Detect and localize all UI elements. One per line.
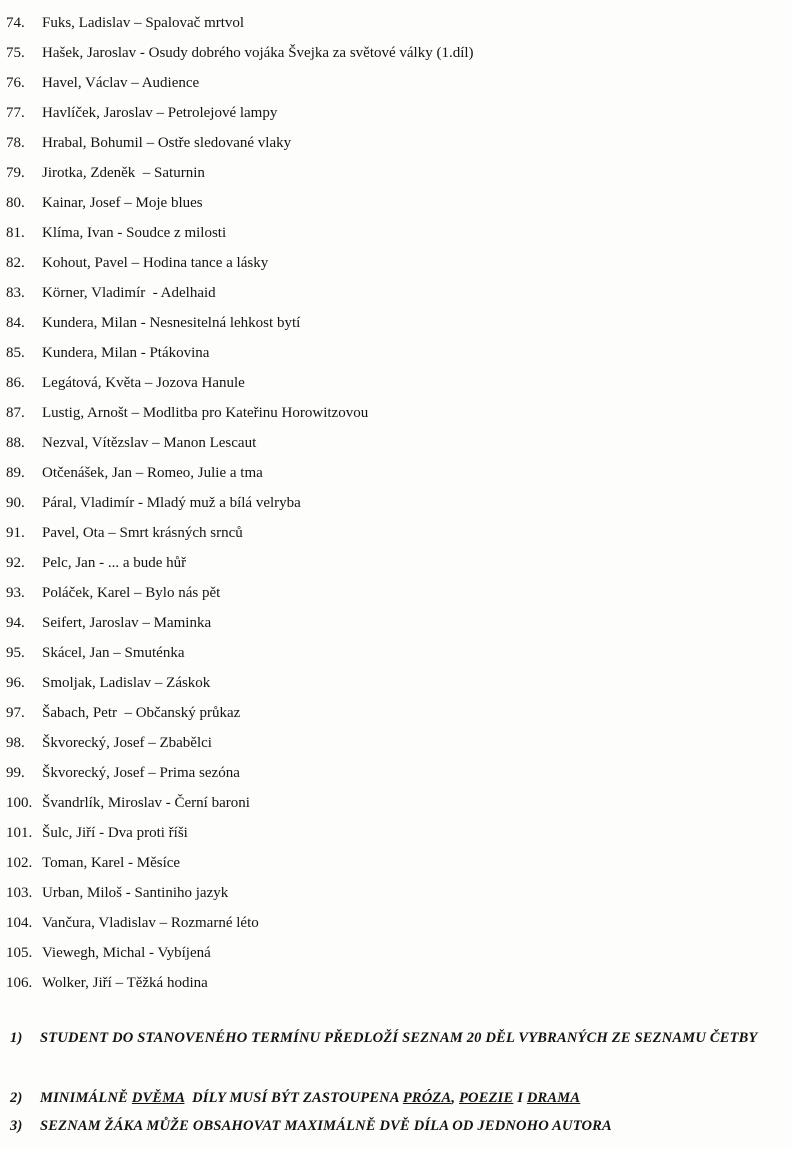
- list-item-number: 95.: [6, 645, 25, 661]
- instruction-text-part: ,: [451, 1090, 459, 1106]
- list-item: [6, 518, 766, 548]
- list-item-number: 85.: [6, 345, 25, 361]
- list-item-text: Körner, Vladimír - Adelhaid: [42, 285, 216, 301]
- list-item-text: Kundera, Milan - Ptákovina: [42, 345, 210, 361]
- list-item-text: Poláček, Karel – Bylo nás pět: [42, 585, 221, 601]
- list-item: [6, 938, 766, 968]
- list-item-text: Wolker, Jiří – Těžká hodina: [42, 975, 208, 991]
- underlined-drama: DRAMA: [526, 1090, 581, 1106]
- list-item: [6, 728, 766, 758]
- list-item-number: 102.: [6, 855, 33, 871]
- list-item: [6, 158, 766, 188]
- list-item-text: Viewegh, Michal - Vybíjená: [42, 945, 211, 961]
- instruction-text-part: MINIMÁLNĚ: [40, 1090, 132, 1106]
- list-item-text: Legátová, Květa – Jozova Hanule: [42, 375, 245, 391]
- list-item: [6, 188, 766, 218]
- list-item-text: Fuks, Ladislav – Spalovač mrtvol: [42, 15, 245, 31]
- list-item: [6, 428, 766, 458]
- instruction-1: [10, 1024, 780, 1084]
- list-item: [6, 698, 766, 728]
- list-item-number: 77.: [6, 105, 25, 121]
- list-item: [6, 128, 766, 158]
- list-item: [6, 548, 766, 578]
- reading-list: [6, 8, 766, 998]
- instruction-text: STUDENT DO STANOVENÉHO TERMÍNU PŘEDLOŽÍ SEZNAM 20 DĚL VYBRANÝCH ZE SEZNAMU ČETBY: [40, 1030, 758, 1046]
- list-item-text: Kainar, Josef – Moje blues: [42, 195, 203, 211]
- list-item-text: Šulc, Jiří - Dva proti říši: [42, 825, 188, 841]
- underlined-dvema: DVĚMA: [131, 1090, 185, 1106]
- instruction-text: SEZNAM ŽÁKA MŮŽE OBSAHOVAT MAXIMÁLNĚ DVĚ DÍLA OD JEDNOHO AUTORA: [40, 1118, 612, 1134]
- list-item-text: Otčenášek, Jan – Romeo, Julie a tma: [42, 465, 263, 481]
- list-item-number: 86.: [6, 375, 25, 391]
- list-item: [6, 758, 766, 788]
- list-item-text: Lustig, Arnošt – Modlitba pro Kateřinu Horowitzovou: [42, 405, 369, 421]
- list-item-number: 83.: [6, 285, 25, 301]
- list-item: [6, 368, 766, 398]
- instruction-text: [40, 1084, 780, 1112]
- list-item-text: Šabach, Petr – Občanský průkaz: [42, 705, 241, 721]
- list-item-text: Klíma, Ivan - Soudce z milosti: [42, 225, 227, 241]
- list-item: [6, 968, 766, 998]
- instruction-3: [10, 1112, 780, 1140]
- list-item: [6, 98, 766, 128]
- list-item-number: 105.: [6, 945, 33, 961]
- list-item-text: Jirotka, Zdeněk – Saturnin: [42, 165, 205, 181]
- list-item-number: 87.: [6, 405, 25, 421]
- list-item-number: 74.: [6, 15, 25, 31]
- list-item: [6, 908, 766, 938]
- list-item-number: 94.: [6, 615, 25, 631]
- list-item: [6, 668, 766, 698]
- instruction-number: 2): [10, 1090, 23, 1106]
- list-item-number: 76.: [6, 75, 25, 91]
- instruction-text-part: I: [513, 1090, 527, 1106]
- list-item: [6, 68, 766, 98]
- list-item-number: 89.: [6, 465, 25, 481]
- list-item-text: Hašek, Jaroslav - Osudy dobrého vojáka Švejka za světové války (1.díl): [42, 45, 474, 61]
- list-item: [6, 488, 766, 518]
- list-item-number: 97.: [6, 705, 25, 721]
- list-item-text: Urban, Miloš - Santiniho jazyk: [42, 885, 229, 901]
- list-item: [6, 878, 766, 908]
- list-item-number: 82.: [6, 255, 25, 271]
- list-item-text: Pelc, Jan - ... a bude hůř: [42, 555, 187, 571]
- list-item-number: 92.: [6, 555, 25, 571]
- list-item-number: 93.: [6, 585, 25, 601]
- list-item: [6, 578, 766, 608]
- list-item-number: 75.: [6, 45, 25, 61]
- list-item-text: Nezval, Vítězslav – Manon Lescaut: [42, 435, 257, 451]
- list-item-text: Škvorecký, Josef – Zbabělci: [42, 735, 212, 751]
- list-item: [6, 338, 766, 368]
- list-item-text: Skácel, Jan – Smuténka: [42, 645, 185, 661]
- instructions: [10, 1024, 780, 1140]
- list-item-number: 98.: [6, 735, 25, 751]
- list-item-text: Havel, Václav – Audience: [42, 75, 200, 91]
- underlined-poezie: POEZIE: [459, 1090, 514, 1106]
- list-item-text: Pavel, Ota – Smrt krásných srnců: [42, 525, 243, 541]
- list-item-text: Smoljak, Ladislav – Záskok: [42, 675, 211, 691]
- list-item-text: Havlíček, Jaroslav – Petrolejové lampy: [42, 105, 278, 121]
- instruction-2: [10, 1084, 780, 1112]
- list-item-text: Toman, Karel - Měsíce: [42, 855, 181, 871]
- list-item-text: Vančura, Vladislav – Rozmarné léto: [42, 915, 259, 931]
- list-item-number: 99.: [6, 765, 25, 781]
- list-item-number: 84.: [6, 315, 25, 331]
- list-item: [6, 398, 766, 428]
- instruction-number: 3): [10, 1118, 23, 1134]
- list-item: [6, 638, 766, 668]
- list-item: [6, 788, 766, 818]
- list-item-number: 79.: [6, 165, 25, 181]
- underlined-proza: PRÓZA: [402, 1090, 452, 1106]
- list-item: [6, 458, 766, 488]
- list-item: [6, 608, 766, 638]
- list-item: [6, 248, 766, 278]
- list-item: [6, 818, 766, 848]
- list-item-number: 104.: [6, 915, 33, 931]
- list-item-number: 106.: [6, 975, 33, 991]
- instruction-number: 1): [10, 1030, 23, 1046]
- list-item-number: 80.: [6, 195, 25, 211]
- list-item-number: 88.: [6, 435, 25, 451]
- list-item-text: Seifert, Jaroslav – Maminka: [42, 615, 212, 631]
- list-item-text: Škvorecký, Josef – Prima sezóna: [42, 765, 240, 781]
- list-item-text: Kohout, Pavel – Hodina tance a lásky: [42, 255, 269, 271]
- list-item-text: Páral, Vladimír - Mladý muž a bílá velryba: [42, 495, 301, 511]
- instruction-text-part: DÍLY MUSÍ BÝT ZASTOUPENA: [184, 1090, 403, 1106]
- list-item: [6, 38, 766, 68]
- list-item-number: 103.: [6, 885, 33, 901]
- list-item-text: Kundera, Milan - Nesnesitelná lehkost bytí: [42, 315, 301, 331]
- list-item-number: 100.: [6, 795, 33, 811]
- list-item: [6, 848, 766, 878]
- list-item-number: 81.: [6, 225, 25, 241]
- list-item: [6, 308, 766, 338]
- list-item: [6, 218, 766, 248]
- list-item-text: Hrabal, Bohumil – Ostře sledované vlaky: [42, 135, 292, 151]
- list-item-number: 90.: [6, 495, 25, 511]
- list-item-number: 101.: [6, 825, 33, 841]
- list-item-number: 78.: [6, 135, 25, 151]
- list-item: [6, 8, 766, 38]
- list-item: [6, 278, 766, 308]
- list-item-text: Švandrlík, Miroslav - Černí baroni: [42, 795, 250, 811]
- list-item-number: 91.: [6, 525, 25, 541]
- list-item-number: 96.: [6, 675, 25, 691]
